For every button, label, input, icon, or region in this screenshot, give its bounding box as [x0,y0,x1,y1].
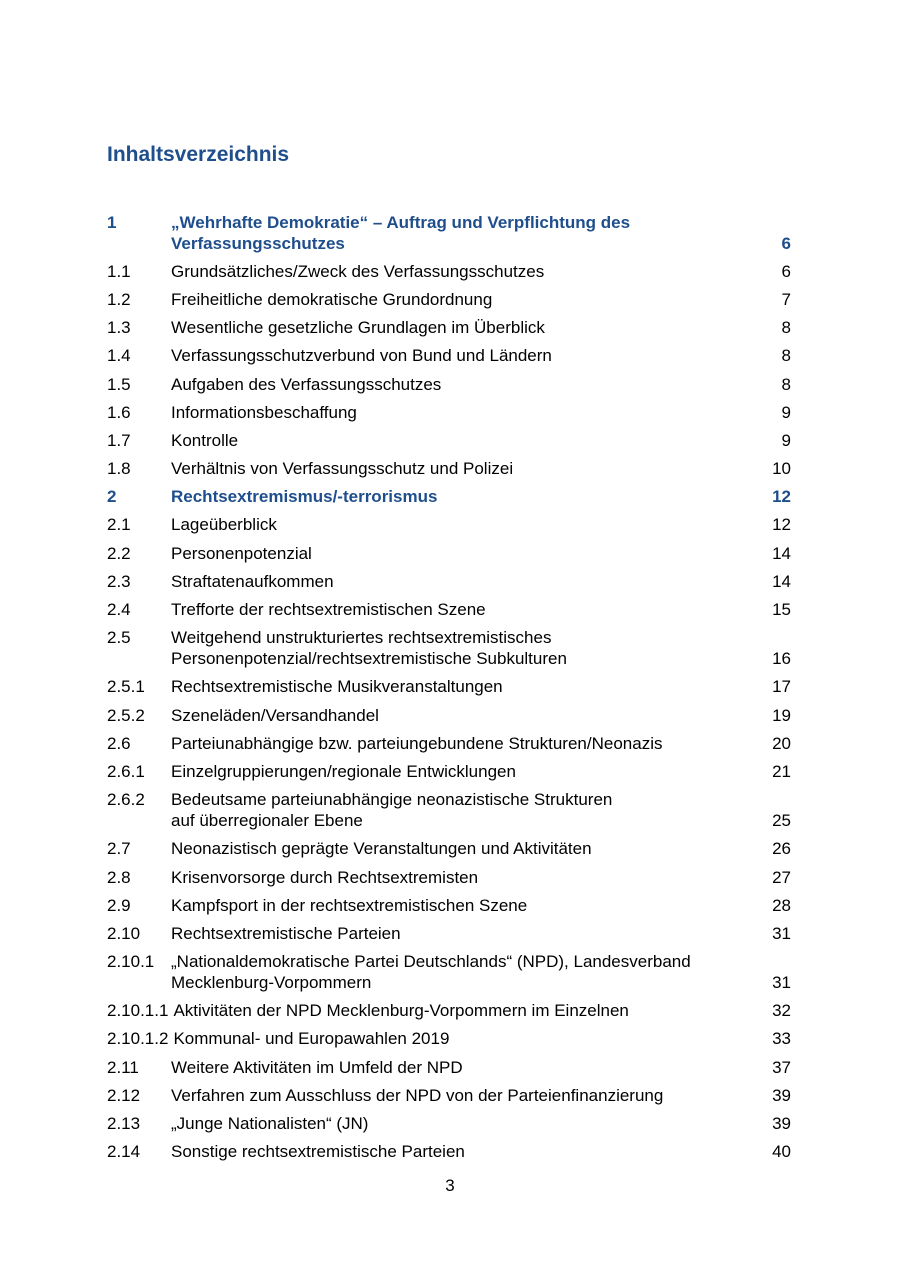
toc-entry-page: 20 [772,733,791,753]
toc-entry-title-line: Informationsbeschaffung [171,402,357,422]
toc-entry[interactable] [107,757,791,785]
toc-entry-title-line: Rechtsextremismus/-terrorismus [171,487,438,507]
toc-entry-title [171,1141,751,1162]
toc-entry-page: 19 [772,705,791,725]
toc-entry[interactable] [107,1138,791,1166]
toc-entry-title [171,789,751,831]
toc-entry-number: 1.4 [107,346,131,366]
toc-entry-title [171,923,751,944]
toc-entry-title-line: „Junge Nationalisten“ (JN) [171,1114,369,1134]
toc-entry-title [171,514,751,535]
toc-entry-title [171,1113,751,1134]
toc-entry-title [171,1085,751,1106]
toc-entry-page: 28 [772,895,791,915]
toc-entry-number: 1.1 [107,261,131,281]
toc-entry[interactable] [107,729,791,757]
toc-entry-number: 2.11 [107,1057,139,1077]
toc-entry[interactable] [107,595,791,623]
toc-entry-number: 1.5 [107,374,131,394]
toc-entry-title [171,599,751,620]
toc-entry[interactable] [107,257,791,285]
toc-entry[interactable] [107,511,791,539]
toc-entry-number: 2.9 [107,895,131,915]
toc-entry-number: 2.4 [107,600,131,620]
toc-entry-title [171,430,751,451]
toc-entry-title-line: Parteiunabhängige bzw. parteiungebundene Strukturen/Neonazis [171,733,663,753]
toc-entry-number: 1.6 [107,402,131,422]
toc-entry-number: 2.3 [107,571,131,591]
toc-entry-title-line: Grundsätzliches/Zweck des Verfassungsschutzes [171,261,545,281]
toc-entry[interactable] [107,567,791,595]
toc-entry-title-line: Bedeutsame parteiunabhängige neonazistische Strukturen [171,790,613,810]
toc-entry[interactable] [107,1081,791,1109]
toc-entry[interactable] [107,285,791,313]
toc-entry[interactable] [107,342,791,370]
toc-entry-title-line: Krisenvorsorge durch Rechtsextremisten [171,867,479,887]
toc-entry[interactable] [107,997,791,1025]
toc-entry-page: 40 [772,1142,791,1162]
toc-entry-title-line: Kampfsport in der rechtsextremistischen Szene [171,895,528,915]
toc-entry-title-line: Verhältnis von Verfassungsschutz und Polizei [171,459,514,479]
table-of-contents [107,208,791,1166]
toc-entry-title [171,212,751,254]
toc-entry-number: 2.10 [107,923,141,943]
toc-entry-title-line: Aktivitäten der NPD Mecklenburg-Vorpommern im Einzelnen [173,1001,629,1021]
page-number: 3 [445,1176,455,1195]
toc-entry-page: 32 [772,1001,791,1021]
toc-entry-number: 2.5.1 [107,677,145,697]
toc-entry-title-line: Straftatenaufkommen [171,571,334,591]
toc-entry-number: 2.13 [107,1114,141,1134]
toc-entry-page: 27 [772,867,791,887]
page-title: Inhaltsverzeichnis [107,143,290,166]
toc-entry[interactable] [107,370,791,398]
toc-entry-title [171,374,751,395]
toc-entry-title-line: Trefforte der rechtsextremistischen Szene [171,600,486,620]
toc-entry-number: 2.12 [107,1085,141,1105]
toc-entry-title-line: Verfassungsschutzverbund von Bund und Ländern [171,346,552,366]
toc-entry[interactable] [107,919,791,947]
toc-entry[interactable] [107,673,791,701]
toc-entry-page: 8 [781,346,791,366]
toc-entry-number: 2.6 [107,733,131,753]
toc-entry-title-line: Verfahren zum Ausschluss der NPD von der Parteienfinanzierung [171,1085,664,1105]
toc-entry[interactable] [107,314,791,342]
toc-entry-title [171,951,751,993]
toc-entry[interactable] [107,1053,791,1081]
toc-entry-page: 26 [772,839,791,859]
toc-entry-page: 33 [772,1029,791,1049]
toc-entry-title-line: Einzelgruppierungen/regionale Entwicklungen [171,761,516,781]
toc-entry-number: 2.6.2 [107,790,145,810]
toc-entry-title-line: auf überregionaler Ebene [171,811,363,831]
toc-entry-title-line: Personenpotenzial/rechtsextremistische Subkulturen [171,649,567,669]
toc-entry-number: 2.7 [107,839,131,859]
toc-entry-title-line: Weitgehend unstrukturiertes rechtsextremistisches [171,628,552,648]
toc-entry-title-line: Rechtsextremistische Parteien [171,923,401,943]
toc-entry-page: 31 [772,923,791,943]
toc-entry-title-line: Mecklenburg-Vorpommern [171,973,372,993]
toc-entry-title [171,705,751,726]
toc-entry-number: 2.10.1 [107,952,155,972]
toc-entry[interactable] [107,483,791,511]
toc-entry-title [171,261,751,282]
toc-entry-page: 21 [772,761,791,781]
toc-entry-page: 7 [781,289,791,309]
toc-entry[interactable] [107,426,791,454]
toc-entry-number: 1.2 [107,289,131,309]
toc-entry-title [171,733,751,754]
toc-entry[interactable] [107,539,791,567]
toc-entry-title-line: Wesentliche gesetzliche Grundlagen im Überblick [171,318,545,338]
toc-entry-page: 17 [772,677,791,697]
toc-entry-page: 6 [781,261,791,281]
toc-entry-page: 12 [772,515,791,535]
toc-entry-number: 2.5 [107,628,131,648]
toc-entry-title [171,1057,751,1078]
toc-entry-page: 25 [772,811,791,831]
toc-entry-number: 1.8 [107,459,131,479]
toc-entry-title-line: Kommunal- und Europawahlen 2019 [173,1029,450,1049]
toc-entry-page: 14 [772,543,791,563]
toc-entry-title [171,458,751,479]
toc-entry-title-line: Szeneläden/Versandhandel [171,705,379,725]
toc-entry-page: 10 [772,459,791,479]
toc-entry[interactable] [107,701,791,729]
toc-entry-title [171,895,751,916]
toc-entry-title [173,1000,751,1021]
toc-entry-number: 2.14 [107,1142,141,1162]
toc-entry-title-line: „Nationaldemokratische Partei Deutschlands“ (NPD), Landesverband [171,952,691,972]
toc-entry-title-line: Neonazistisch geprägte Veranstaltungen und Aktivitäten [171,839,592,859]
toc-entry[interactable] [107,624,791,673]
toc-entry-number: 1.7 [107,430,131,450]
toc-entry[interactable] [107,948,791,997]
toc-entry[interactable] [107,1025,791,1053]
toc-entry[interactable] [107,786,791,835]
toc-entry-title [171,761,751,782]
toc-entry-title-line: Verfassungsschutzes [171,233,345,253]
toc-entry-page: 15 [772,600,791,620]
toc-entry[interactable] [107,891,791,919]
toc-entry-title [171,676,751,697]
toc-entry-page: 8 [781,374,791,394]
toc-entry-title-line: „Wehrhafte Demokratie“ – Auftrag und Verpflichtung des [171,212,631,232]
toc-entry-title-line: Lageüberblick [171,515,277,535]
toc-entry[interactable] [107,1109,791,1137]
toc-entry-page: 37 [772,1057,791,1077]
toc-entry-title [171,543,751,564]
toc-entry-title-line: Sonstige rechtsextremistische Parteien [171,1142,465,1162]
toc-entry-title-line: Freiheitliche demokratische Grundordnung [171,289,493,309]
toc-entry-title-line: Rechtsextremistische Musikveranstaltungen [171,677,503,697]
toc-entry-number: 2 [107,487,117,507]
toc-entry-page: 9 [781,402,791,422]
toc-entry[interactable] [107,208,791,257]
toc-entry-title [171,486,751,507]
toc-entry-title-line: Kontrolle [171,430,239,450]
toc-entry-page: 31 [772,973,791,993]
toc-entry-number: 2.5.2 [107,705,145,725]
toc-entry-page: 39 [772,1114,791,1134]
toc-entry-page: 14 [772,571,791,591]
toc-entry-title [171,345,751,366]
toc-entry-page: 9 [781,430,791,450]
toc-entry-title [171,289,751,310]
toc-entry-title [171,627,751,669]
toc-entry[interactable] [107,863,791,891]
toc-entry-number: 2.2 [107,543,131,563]
toc-entry-title [171,838,751,859]
toc-entry-title [171,402,751,423]
toc-entry-title-line: Personenpotenzial [171,543,312,563]
toc-entry-title [171,571,751,592]
toc-entry-page: 6 [781,233,791,253]
toc-entry-number: 1.3 [107,318,131,338]
toc-entry[interactable] [107,455,791,483]
toc-entry[interactable] [107,398,791,426]
toc-entry-page: 8 [781,318,791,338]
toc-entry-number: 2.10.1.1 [107,1001,169,1021]
toc-entry-title [171,317,751,338]
toc-entry-title-line: Aufgaben des Verfassungsschutzes [171,374,442,394]
toc-entry-number: 2.1 [107,515,131,535]
toc-entry-page: 39 [772,1085,791,1105]
toc-entry-title-line: Weitere Aktivitäten im Umfeld der NPD [171,1057,463,1077]
toc-entry[interactable] [107,835,791,863]
toc-entry-title [171,867,751,888]
toc-entry-title [173,1028,751,1049]
toc-entry-number: 2.8 [107,867,131,887]
toc-entry-number: 2.10.1.2 [107,1029,169,1049]
toc-entry-number: 1 [107,212,117,232]
toc-entry-page: 16 [772,649,791,669]
toc-entry-number: 2.6.1 [107,761,145,781]
toc-entry-page: 12 [772,487,791,507]
